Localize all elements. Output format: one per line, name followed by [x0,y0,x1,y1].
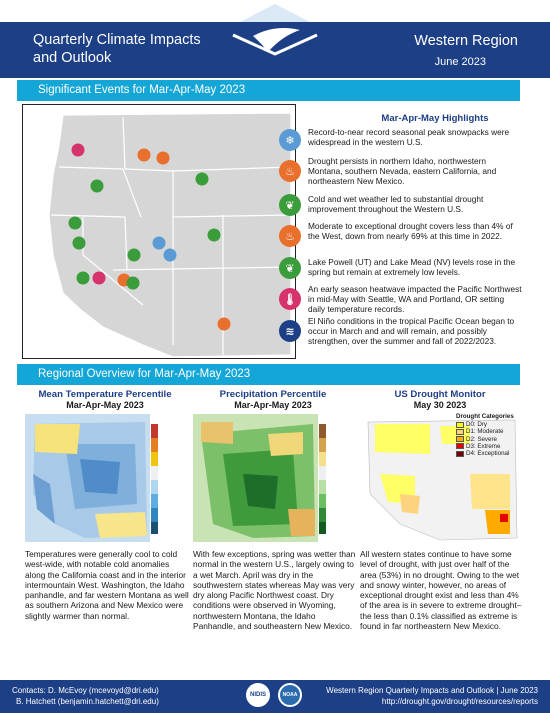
thermometer-icon [72,144,85,157]
noaa-logo: NOAA [278,683,302,707]
western-us-map [23,105,296,359]
thermometer-icon: 🌡 [279,288,301,310]
improvement-icon [127,277,140,290]
significant-events-map [22,104,296,359]
improvement-icon: ❦ [279,194,301,216]
header-banner [0,0,550,78]
temperature-description: Temperatures were generally cool to cold west-wide, with notable cold anomalies along the California coast and in the interior intermountain West. Washington, the Idaho panhandle, and far western Montana as well as southern Arizona and New Mexico were slightly warmer than normal. [25,549,189,621]
improvement-icon: ❦ [279,257,301,279]
drought-monitor-column [360,389,522,632]
legend-entry: D1: Moderate [456,428,520,435]
drought-monitor-title: US Drought Monitor [394,389,486,400]
drought-legend-title: Drought Categories [456,413,514,420]
snowflake-icon [153,237,166,250]
temperature-percentile-map [25,414,185,542]
drought-icon: ♨ [279,225,301,247]
highlights-title: Mar-Apr-May Highlights [381,113,489,124]
legend-entry: D4: Exceptional [456,450,520,457]
legend-entry: D0: Dry [456,421,520,428]
temperature-column [25,389,189,621]
footer-report-info: Western Region Quarterly Impacts and Outlook | June 2023 http://drought.gov/drought/resources/reports [326,686,538,706]
significant-events-heading: Significant Events for Mar-Apr-May 2023 [17,80,520,101]
legend-entry: D2: Severe [456,436,520,443]
region-label: Western Region [414,33,518,49]
temperature-subtitle: Mar-Apr-May 2023 [66,400,144,410]
footer [0,680,550,713]
nidis-logo: NIDIS [246,683,270,707]
waves-icon: ≋ [279,320,301,342]
precipitation-column [193,389,356,632]
contacts: Contacts: D. McEvoy (mcevoyd@dri.edu) B. Hatchett (benjamin.hatchett@dri.edu) [12,686,159,706]
drought-icon [157,152,170,165]
temperature-title: Mean Temperature Percentile [38,389,172,400]
issue-date: June 2023 [434,56,486,68]
thermometer-icon [93,272,106,285]
reports-link[interactable]: http://drought.gov/drought/resources/reports [381,697,538,706]
improvement-icon [69,217,82,230]
drought-icon [138,149,151,162]
legend-entry: D3: Extreme [456,443,520,450]
improvement-icon [91,180,104,193]
drought-monitor-description: All western states continue to have some level of drought, with just over half of the area (53%) in no drought. Owing to the wet and snowy winter, however, no areas of exceptional drought exist and less than 4% of the area is in severe to extreme drought–the less than 0.1% classified as extreme is found in far northeastern New Mexico. [360,549,522,632]
improvement-icon [196,173,209,186]
improvement-icon [128,249,141,262]
improvement-icon [208,229,221,242]
drought-legend [456,413,520,457]
drought-icon [218,318,231,331]
precipitation-description: With few exceptions, spring was wetter than normal in the western U.S., largely owing to a wet March. April was dry in the southwestern states whereas May was very dry along Pacific Northwest coast. Dry conditions were observed in Wyoming, northwestern Montana, the Idaho Panhandle, and southeastern New Mexico. [193,549,356,632]
precipitation-title: Precipitation Percentile [219,389,327,400]
precipitation-percentile-map [193,414,353,542]
drought-monitor-subtitle: May 30 2023 [413,400,467,410]
improvement-icon [73,237,86,250]
drought-icon: ♨ [279,160,301,182]
page-title: Quarterly Climate Impacts and Outlook [33,32,201,66]
snowflake-icon [164,249,177,262]
precipitation-subtitle: Mar-Apr-May 2023 [234,400,312,410]
regional-overview-heading: Regional Overview for Mar-Apr-May 2023 [17,364,520,385]
improvement-icon [77,272,90,285]
snowflake-icon: ❄ [279,129,301,151]
